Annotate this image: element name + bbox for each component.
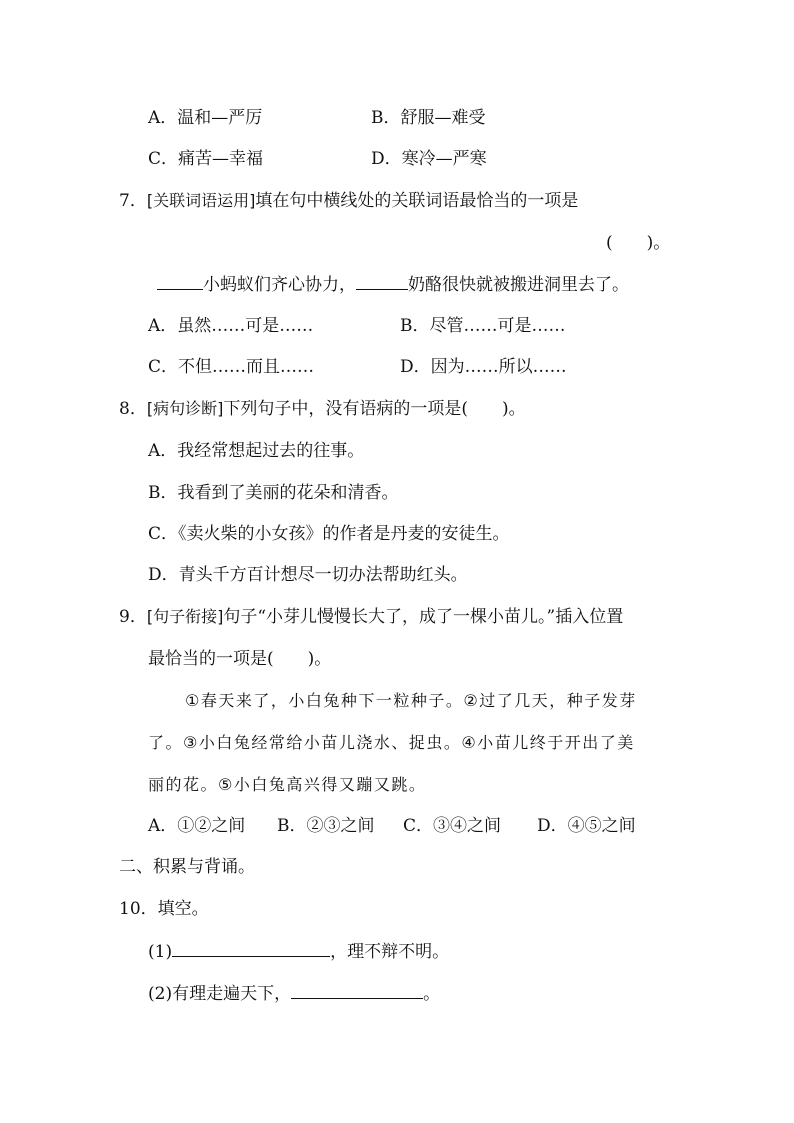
q10-number: 10． bbox=[119, 899, 158, 919]
q7-question bbox=[119, 190, 578, 212]
q9-number: 9． bbox=[119, 607, 147, 627]
section-2-heading: 二、积累与背诵。 bbox=[119, 857, 255, 877]
q10-item-1-tail: ，理不辩不明。 bbox=[330, 942, 450, 962]
q10-item-1-label: (1) bbox=[148, 942, 173, 962]
q7-sentence bbox=[157, 273, 629, 296]
q7-number: 7． bbox=[119, 191, 147, 211]
q6-option-c: C．痛苦—幸福 bbox=[148, 149, 264, 169]
q7-option-b: B．尽管……可是…… bbox=[400, 316, 566, 336]
q6-option-a: A．温和—严厉 bbox=[148, 108, 263, 128]
q10-item-2-head: 有理走遍天下， bbox=[172, 984, 292, 1004]
q7-sentence-part2: 奶酪很快就被搬进洞里去了。 bbox=[408, 275, 629, 295]
q8-option-a: A．我经常想起过去的往事。 bbox=[148, 441, 365, 461]
q9-tag: [句子衔接] bbox=[146, 607, 224, 626]
q9-passage-line-3: 丽的花。⑤小白兔高兴得又蹦又跳。 bbox=[148, 775, 427, 794]
q9-passage-line-2: 了。③小白兔经常给小苗儿浇水、捉虫。④小苗儿终于开出了美 bbox=[148, 733, 635, 752]
q8-option-b: B．我看到了美丽的花朵和清香。 bbox=[148, 483, 399, 503]
q10-item-2-tail: 。 bbox=[423, 984, 441, 1004]
q9-question-line-1 bbox=[119, 606, 623, 628]
q10-item-2 bbox=[148, 982, 440, 1005]
q10-item-1 bbox=[148, 940, 449, 963]
q10-item-2-blank[interactable] bbox=[291, 982, 423, 999]
q9-option-a: A．①②之间 bbox=[148, 816, 246, 836]
q10-item-2-label: (2) bbox=[148, 984, 173, 1004]
q8-question bbox=[119, 398, 526, 420]
q6-option-d: D．寒冷—严寒 bbox=[371, 149, 487, 169]
q7-option-c: C．不但……而且…… bbox=[148, 357, 315, 377]
q6-option-b: B．舒服—难受 bbox=[371, 108, 486, 128]
q9-stem-1: 句子“小芽儿慢慢长大了，成了一棵小苗儿。”插入位置 bbox=[223, 607, 624, 627]
q7-option-a: A．虽然……可是…… bbox=[148, 316, 314, 336]
q8-number: 8． bbox=[119, 399, 147, 419]
q8-stem: 下列句子中，没有语病的一项是( )。 bbox=[223, 399, 526, 419]
q10-question bbox=[119, 898, 209, 920]
q10-stem: 填空。 bbox=[157, 899, 209, 919]
q7-answer-paren: ( )。 bbox=[606, 233, 671, 253]
q7-blank-2[interactable] bbox=[356, 273, 408, 290]
q10-item-1-blank[interactable] bbox=[172, 940, 330, 957]
q8-option-c: C．《卖火柴的小女孩》的作者是丹麦的安徒生。 bbox=[148, 524, 510, 544]
q8-tag: [病句诊断] bbox=[146, 399, 224, 418]
q8-option-d: D．青头千方百计想尽一切办法帮助红头。 bbox=[148, 565, 468, 585]
q7-tag: [关联词语运用] bbox=[146, 191, 256, 210]
q9-question-line-2: 最恰当的一项是( )。 bbox=[148, 649, 332, 669]
q9-option-d: D．④⑤之间 bbox=[537, 816, 636, 836]
q7-stem: 填在句中横线处的关联词语最恰当的一项是 bbox=[255, 191, 579, 211]
q7-option-d: D．因为……所以…… bbox=[400, 357, 567, 377]
q9-option-b: B．②③之间 bbox=[277, 816, 375, 836]
q7-sentence-part1: 小蚂蚁们齐心协力， bbox=[203, 275, 356, 295]
q9-passage-line-1: ①春天来了，小白兔种下一粒种子。②过了几天，种子发芽 bbox=[185, 691, 637, 710]
q7-blank-1[interactable] bbox=[157, 273, 203, 290]
q9-option-c: C．③④之间 bbox=[403, 816, 502, 836]
